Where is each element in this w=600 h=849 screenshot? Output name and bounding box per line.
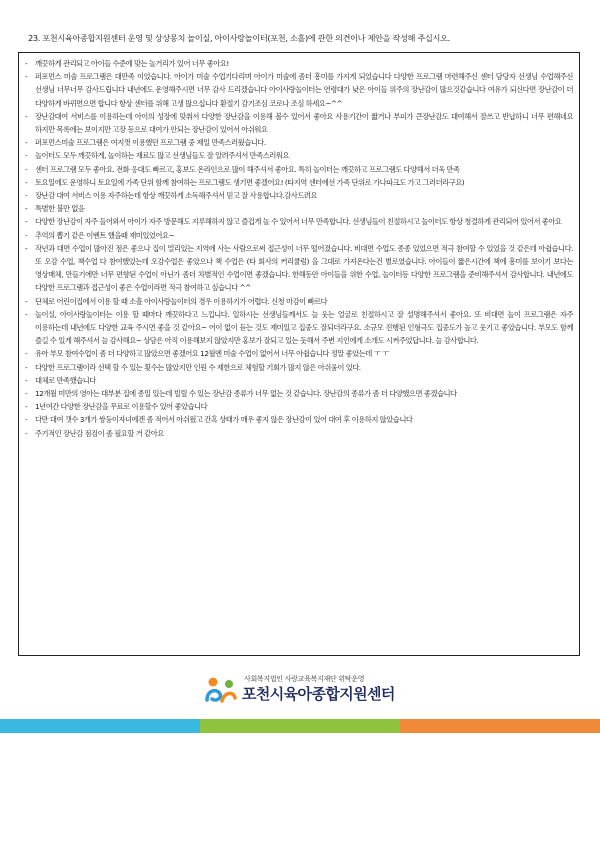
color-bar-green: [200, 719, 400, 733]
answer-bullet: -: [25, 375, 28, 385]
answer-text: 장난감대여 서비스를 이용하는데 아이의 성장에 맞춰서 다양한 장난감을 이용해 볼수 있어서 좋아요 사용기간이 짧거나 부피가 큰장난감도 대여해서 잘쓰고 반납하니 너무 편해네요 하지만 목록에는 보이지만 고장 등으로 대여가 안되는 장난감이 있어서 아쉬워요: [35, 111, 573, 135]
answer-bullet: -: [25, 415, 28, 425]
answer-item: [25, 347, 573, 360]
footer-color-bar: [0, 719, 600, 733]
answer-bullet: -: [25, 389, 28, 399]
answer-bullet: -: [25, 243, 28, 253]
answer-bullet: -: [25, 72, 28, 82]
answer-bullet: -: [25, 204, 28, 214]
answer-text: 토요일에도 운영하니 토요일에 가족 단위 함께 참여하는 프로그램도 생기면 좋겠어요! (타지역 센터에선 가족 단위로 가나파크도 가고 그러더라구요): [35, 177, 465, 187]
answer-item: [25, 229, 573, 242]
answer-item: [25, 308, 573, 348]
answers-box: [18, 52, 580, 656]
answer-bullet: -: [25, 151, 28, 161]
answer-text: 단체로 어린이집에서 이용 할 때 소흘 아이사랑놀이터의 경우 이용하기가 어렵다. 신청 마감이 빠르다: [35, 296, 328, 306]
answer-item: [25, 176, 573, 189]
answer-bullet: -: [25, 59, 28, 68]
answer-bullet: -: [25, 309, 28, 319]
answer-item: [25, 374, 573, 387]
answer-text: 다양한 장난감이 자주 들어와서 아이가 자주 방문해도 지루해하지 않고 즐겁게 놀 수 있어서 너무 만족합니다. 선생님들이 친절하시고 놀이터도 항상 청결하게 관리되어 있어서 좋아요: [35, 217, 562, 227]
answer-item: [25, 400, 573, 413]
answer-text: 놀이터도 모두 깨끗하게, 놀이하는 재료도 많고 선생님들도 잘 알려주셔서 만족스러워요: [35, 151, 289, 161]
logo-org-name: 포천시육아종합지원센터: [242, 685, 395, 703]
answer-text: 특별한 불만 없음: [35, 204, 85, 214]
answer-bullet: -: [25, 428, 28, 438]
answer-text: 다만 대여 갯수 3개가 쌍둥이자녀에겐 좀 적어서 아쉬웠고 간혹 상태가 매우 좋지 않은 장난감이 있어 대여 후 이용하지 않았습니다: [35, 415, 413, 425]
answer-item: [25, 413, 573, 426]
answer-item: [25, 361, 573, 374]
answer-text: 12개월 미만의 영아는 대부분 집에 종일 있는데 빌릴 수 있는 장난감 종류가 너무 없는 것 같습니다. 장난감의 종류가 좀 더 다양했으면 좋겠습니다: [35, 389, 457, 399]
answer-text: 퍼포먼스 미술 프로그램은 대만족 이었습니다. 아이가 미술 수업기다리며 아이가 미술에 좀더 흥미를 가지게 되었습니다 다양한 프로그램 마련해주신 센터 담당자 선생님 수업해주신 선생님 너무너무 감사드립니다 내년에도 운영해주시면 너무 감사 드리겠습니다 아이사랑놀이터는 연령대가 낮은 아이들 위주의 장난감이 많으것같습니다 여유가 되신다면 장난감이 더 다양하게 바뀌면으면 합니다 항상 센터를 위해 고생 많으십니다 환절기 감기조심 코로나 조심 하세요~^^: [35, 72, 573, 108]
answer-item: [25, 189, 573, 202]
answer-text: 장난감 대여 서비스 이용 자주하는데 항상 깨끗하게 소독해주셔서 믿고 잘 사용합니다.감사드려요: [35, 191, 317, 201]
answer-text: 유아 부모 참여수업이 좀 더 다양하고 많았으면 좋겠어요 12월엔 미술 수업이 없어서 너무 아쉽습니다 정말 좋았는데 ㅜ ㅜ: [35, 349, 389, 359]
answer-bullet: -: [25, 191, 28, 201]
answers-list: [25, 57, 573, 440]
answer-text: 센터 프로그램 모두 좋아요. 전화 응대도 빠르고, 홍보도 온라인으로 많이 해주셔서 좋아요. 특히 놀이터는 깨끗하고 프로그램도 다양해서 더욱 만족: [35, 164, 460, 174]
answer-text: 1년여간 다양한 장난감을 무료로 이용할수 있어 좋았습니다: [35, 402, 208, 412]
answer-item: [25, 149, 573, 162]
answer-item: [25, 136, 573, 149]
answer-text: 놀이실, 아이사랑놀이터는 이용 할 때마다 깨끗하다고 느낍니다. 일하시는 선생님들께서도 늘 웃는 얼굴로 친절하시고 잘 설명해주셔서 좋아요. 또 비대면 놀이 프로그램은 자주 이용하는데 내년에도 다양한 교육 주시면 좋을 것 같아요~ 어이 없이 듣는 것도 재미있고 집중도 잘되더라구요. 소규모 진행된 인형극도 집중도가 높고 웃기고 좋았습니다. 부모도 함께 즐길 수 있게 해주셔서 늘 감사해요~ 상담은 아직 이용해보지 않았지만 홍보가 잘되고 있는 듯해서 주변 지인에게 소개도 시켜주었답니다. 늘 감사합니다.: [35, 309, 574, 346]
answer-bullet: -: [25, 217, 28, 227]
answer-item: [25, 163, 573, 176]
answer-text: 퍼포먼스미술 프로그램은 여지껏 이용했던 프로그램 중 제일 만족스러웠습니다.: [35, 138, 266, 148]
answer-bullet: -: [25, 164, 28, 174]
answer-bullet: -: [25, 362, 28, 372]
answer-text: 다양한 프로그램이라 선택 할 수 있는 횟수는 많았지만 인원 수 제한으로 체험할 기회가 많지 않은 아쉬움이 있다.: [35, 362, 361, 372]
answer-item: [25, 110, 573, 136]
answer-bullet: -: [25, 138, 28, 148]
answer-item: [25, 57, 573, 70]
logo-mark-icon: [204, 674, 238, 704]
answer-bullet: -: [25, 349, 28, 359]
center-logo: [204, 672, 424, 708]
answer-text: 주기적인 장난감 점검이 좀 필요할 거 같아요: [35, 428, 164, 438]
answer-bullet: -: [25, 296, 28, 306]
answer-item: [25, 202, 573, 215]
answer-bullet: -: [25, 111, 28, 121]
answer-text: 대체로 만족했습니다: [35, 375, 96, 385]
answer-bullet: -: [25, 402, 28, 412]
answer-item: [25, 242, 573, 295]
answer-item: [25, 295, 573, 308]
logo-subtitle: 사회복지법인 사랑교육복지재단 위탁운영: [244, 675, 365, 683]
answer-item: [25, 215, 573, 228]
color-bar-orange: [400, 719, 600, 733]
question-title: 23. 포천시육아종합지원센터 운영 및 상상몽치 놀이실, 아이사랑놀이터(포천, 소흘)에 관한 의견이나 제안을 작성해 주십시오.: [28, 33, 450, 43]
answer-item: [25, 387, 573, 400]
color-bar-blue: [0, 719, 200, 733]
answer-text: 깨끗하게 관리되고 아이들 수준에 맞는 놀거리가 있어 너무 좋아요!: [35, 59, 229, 68]
answer-text: 추억의 뽑기 같은 이벤트 했을때 재미있었어요~: [35, 230, 175, 240]
answer-item: [25, 70, 573, 110]
answer-text: 작년과 대면 수업이 많아진 점은 좋으나 집이 멀리있는 지역에 사는 사람으로써 접근성이 너무 떨어졌습니다. 비대면 수업도 종종 있었으면 적극 참여할 수 있었을 것 같은데 아쉽습니다. 또 오감 수업, 책수업 다 참여했었는데 오감수업은 좋았으나 책 수업은 (타 회사의 커리큘럼) 을 그대로 가져온다는건 별로였습니다. 아이들이 짧은시간에 책에 흥미를 보이기 보다는 영상매체, 만들기에만 너무 편향된 수업이 아닌가 좀더 차별적인 수업이면 좋겠습니다. 한해동안 아이들을 위한 수업, 놀이터등 다양한 프로그램을 준비해주셔서 감사합니다. 내년에도 다양한 프로그램과 접근성이 좋은 수업이라면 적극 참여하고 싶습니다 ^^: [35, 243, 573, 293]
answer-item: [25, 427, 573, 440]
answer-bullet: -: [25, 230, 28, 240]
answer-bullet: -: [25, 177, 28, 187]
